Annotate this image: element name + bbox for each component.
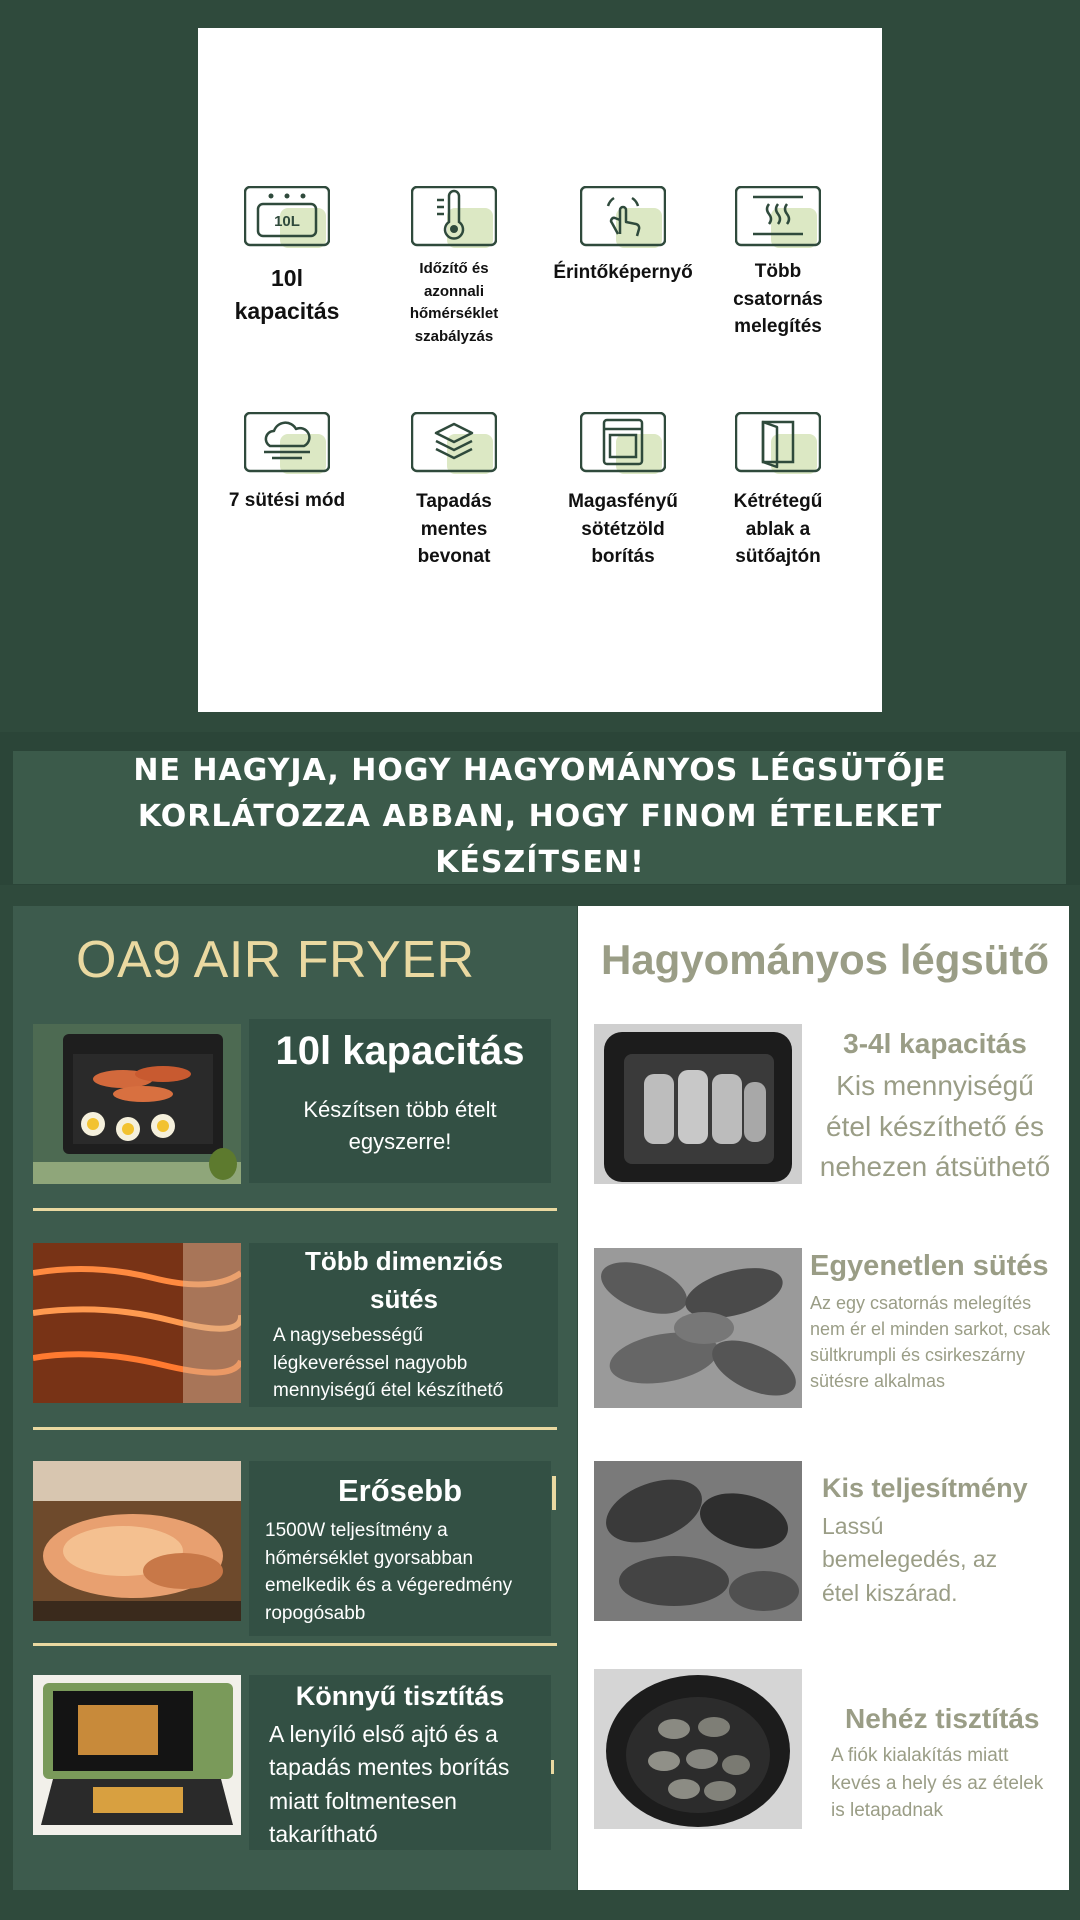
cloud-icon bbox=[244, 412, 330, 474]
oa9-feature-box bbox=[249, 1675, 551, 1850]
traditional-title: Hagyományos légsütő bbox=[600, 936, 1050, 983]
heat-waves-icon bbox=[735, 186, 821, 248]
crowded-basket-photo bbox=[594, 1669, 802, 1829]
roasted-chicken-photo bbox=[33, 1461, 241, 1621]
traditional-heading: Egyenetlen sütés bbox=[810, 1250, 1049, 1282]
glowing-heating-elements-photo bbox=[33, 1243, 241, 1403]
feature-heading: 10l kapacitás bbox=[275, 1029, 525, 1073]
feature-label: Kétrétegű ablak a sütőajtón bbox=[733, 491, 823, 568]
oa9-feature-box bbox=[249, 1461, 551, 1636]
feature-timer bbox=[379, 186, 529, 348]
air-fryer-basket-photo bbox=[594, 1024, 802, 1184]
feature-label: 10l kapacitás bbox=[234, 265, 340, 325]
chicken-wings-photo bbox=[594, 1248, 802, 1408]
oven-icon bbox=[580, 412, 666, 474]
oa9-title: OA9 AIR FRYER bbox=[76, 931, 475, 989]
gold-accent-bar bbox=[551, 1760, 554, 1774]
layers-icon bbox=[411, 412, 497, 474]
feature-label: Időzítő és azonnali hőmérséklet szabályzás bbox=[409, 260, 499, 345]
feature-cooking-modes bbox=[212, 412, 362, 514]
gold-divider bbox=[33, 1643, 557, 1646]
feature-heading: Könnyű tisztítás bbox=[295, 1681, 505, 1711]
feature-nonstick bbox=[379, 412, 529, 571]
traditional-heading: 3-4l kapacitás bbox=[843, 1028, 1027, 1059]
feature-label: Magasfényű sötétzöld borítás bbox=[568, 491, 678, 568]
dry-wings-photo bbox=[594, 1461, 802, 1621]
banner-headline: NE HAGYJA, HOGY HAGYOMÁNYOS LÉGSÜTŐJE KORLÁTOZZA ABBAN, HOGY FINOM ÉTELEKET KÉSZÍTSEN! bbox=[133, 753, 947, 880]
feature-touchscreen bbox=[543, 186, 703, 286]
feature-label: Több csatornás melegítés bbox=[733, 261, 823, 338]
oa9-feature-box bbox=[249, 1019, 551, 1183]
features-card bbox=[198, 28, 882, 712]
gold-divider bbox=[33, 1208, 557, 1211]
capacity-badge: 10L bbox=[274, 213, 300, 230]
thermometer-icon bbox=[411, 186, 497, 248]
gold-divider bbox=[33, 1427, 557, 1430]
traditional-heading: Kis teljesítmény bbox=[822, 1473, 1028, 1503]
feature-heading: Több dimenziós sütés bbox=[305, 1246, 503, 1314]
feature-text: A nagysebességű légkeveréssel nagyobb mennyiségű étel készíthető bbox=[273, 1325, 504, 1402]
touch-hand-icon bbox=[580, 186, 666, 248]
feature-text: A lenyíló első ajtó és a tapadás mentes borítás miatt foltmentesen takarítható bbox=[269, 1721, 510, 1848]
feature-heading: Erősebb bbox=[337, 1473, 463, 1508]
feature-text: 1500W teljesítmény a hőmérséklet gyorsabban emelkedik és a végeredmény ropogósabb bbox=[265, 1520, 513, 1624]
oa9-feature-box bbox=[249, 1243, 558, 1407]
feature-label: 7 sütési mód bbox=[228, 490, 346, 511]
gold-accent-bar bbox=[552, 1476, 556, 1510]
feature-label: Érintőképernyő bbox=[553, 262, 693, 283]
traditional-text: Az egy csatornás melegítés nem ér el minden sarkot, csak sültkrumpli és csirkeszárny sütésre alkalmas bbox=[810, 1293, 1051, 1392]
traditional-text: Lassú bemelegedés, az étel kiszárad. bbox=[822, 1513, 998, 1606]
feature-multichannel-heating bbox=[703, 186, 853, 341]
traditional-text: A fiók kialakítás miatt kevés a hely és az ételek is letapadnak bbox=[831, 1745, 1044, 1822]
open-oven-door-fries-photo bbox=[33, 1675, 241, 1835]
oven-with-shrimp-and-eggs-photo bbox=[33, 1024, 241, 1184]
feature-label: Tapadás mentes bevonat bbox=[416, 491, 492, 568]
feature-capacity bbox=[212, 186, 362, 329]
capacity-10l-icon bbox=[244, 186, 330, 248]
feature-text: Készítsen több ételt egyszerre! bbox=[303, 1097, 497, 1154]
traditional-heading: Nehéz tisztítás bbox=[845, 1703, 1040, 1734]
door-window-icon bbox=[735, 412, 821, 474]
feature-double-glass bbox=[703, 412, 853, 571]
feature-glossy-finish bbox=[543, 412, 703, 571]
traditional-text: Kis mennyiségű étel készíthető és nehezen átsüthető bbox=[819, 1070, 1051, 1183]
